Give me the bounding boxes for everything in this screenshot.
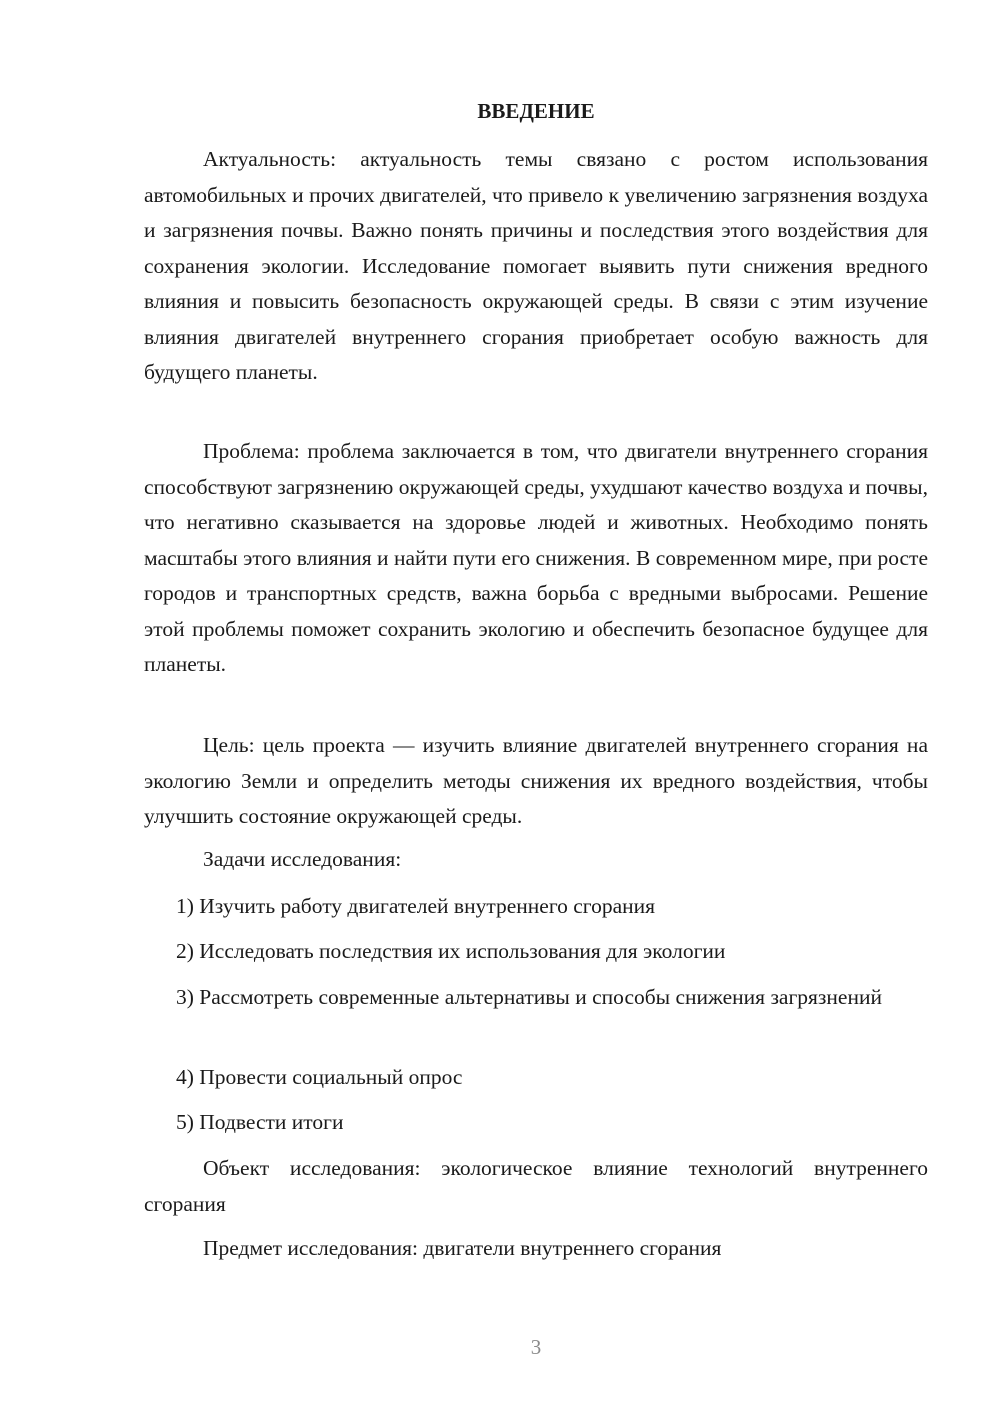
task-item-1: 1) Изучить работу двигателей внутреннего сгорания [176,894,656,918]
task-item-2: 2) Исследовать последствия их использования для экологии [176,939,726,963]
paragraph-goal: Цель: цель проекта — изучить влияние двигателей внутреннего сгорания на экологию Земли и определить методы снижения их вредного воздействия, чтобы улучшить состояние окружающей среды. [144,733,928,828]
paragraph-relevance: Актуальность: актуальность темы связано с ростом использования автомобильных и прочих двигателей, что привело к увеличению загрязнения воздуха и загрязнения почвы. Важно понять причины и последствия этого воздействия для сохранения экологии. Исследование помогает выявить пути снижения вредного влияния и повысить безопасность окружающей среды. В связи с этим изучение влияния двигателей внутреннего сгорания приобретает особую важность для будущего планеты. [144,147,928,384]
page-title: ВВЕДЕНИЕ [477,99,595,123]
task-item-3: 3) Рассмотреть современные альтернативы и способы снижения загрязнений [176,985,882,1009]
task-item-5: 5) Подвести итоги [176,1110,344,1134]
task-item-4: 4) Провести социальный опрос [176,1065,463,1089]
paragraph-subject: Предмет исследования: двигатели внутреннего сгорания [203,1236,722,1260]
page-number: 3 [530,1335,542,1359]
tasks-heading: Задачи исследования: [203,847,402,871]
paragraph-object: Объект исследования: экологическое влияние технологий внутреннего сгорания [144,1156,928,1216]
paragraph-problem: Проблема: проблема заключается в том, что двигатели внутреннего сгорания способствуют загрязнению окружающей среды, ухудшают качество воздуха и почвы, что негативно сказывается на здоровье людей и животных. Необходимо понять масштабы этого влияния и найти пути его снижения. В современном мире, при росте городов и транспортных средств, важна борьба с вредными выбросами. Решение этой проблемы поможет сохранить экологию и обеспечить безопасное будущее для планеты. [144,439,928,676]
